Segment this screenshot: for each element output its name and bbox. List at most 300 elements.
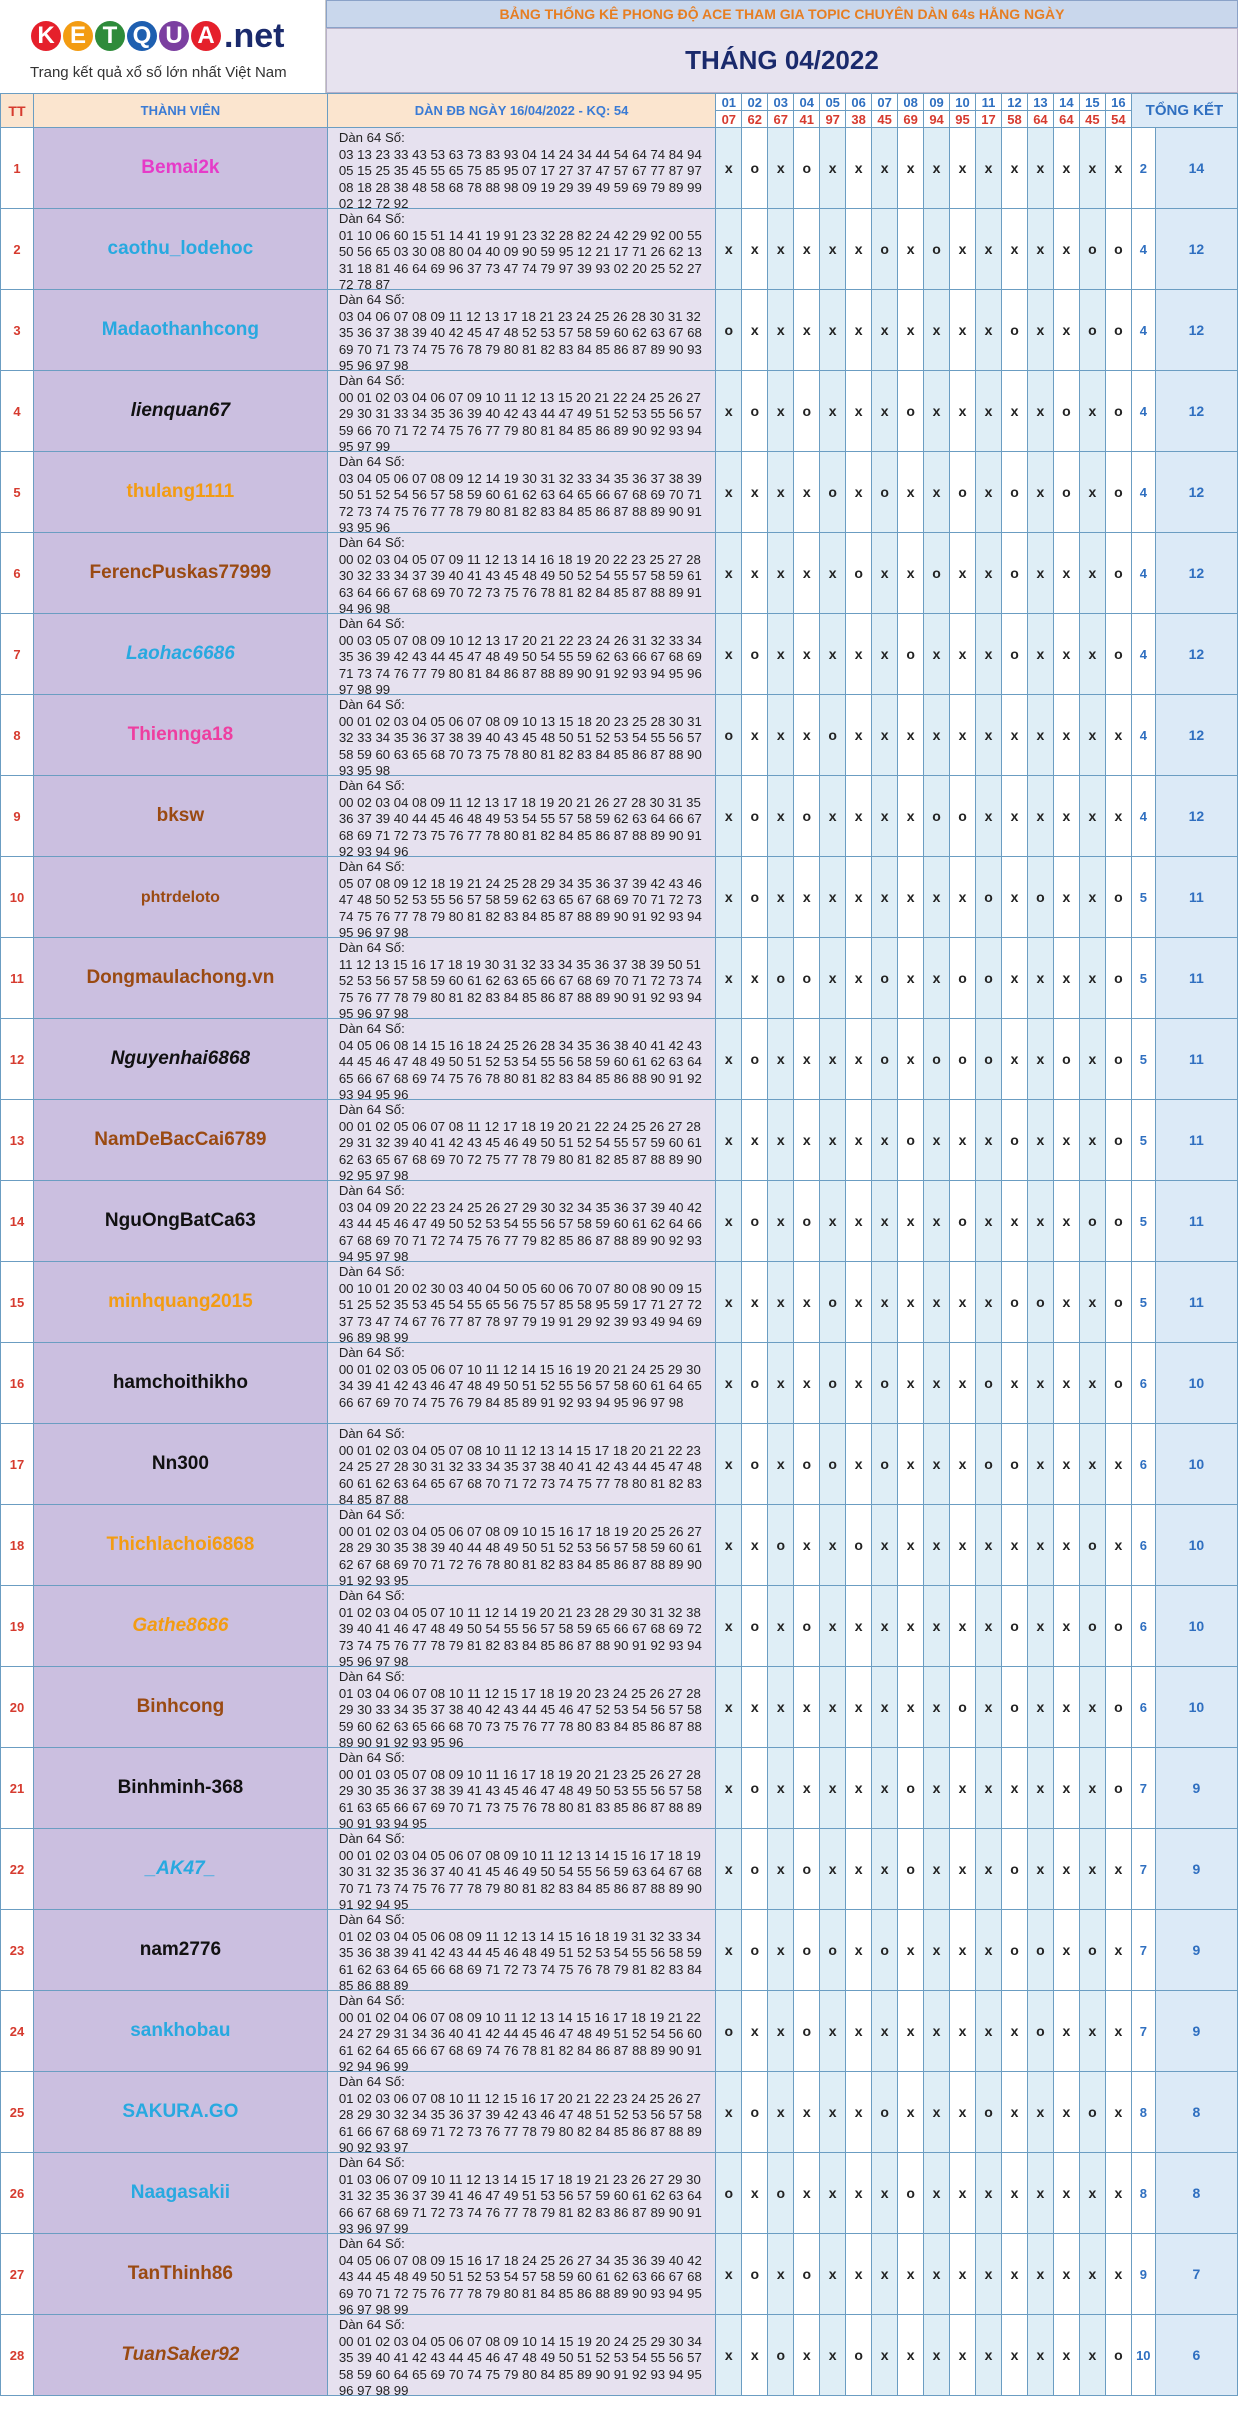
day-mark: o [1001, 1100, 1027, 1181]
day-mark: x [976, 1829, 1002, 1910]
member-name[interactable] [33, 1505, 327, 1586]
day-mark: x [820, 2072, 846, 2153]
dan-numbers [327, 128, 716, 209]
day-mark: o [872, 1019, 898, 1100]
day-mark: x [1053, 290, 1079, 371]
day-mark: o [846, 533, 872, 614]
day-mark: x [898, 128, 924, 209]
logo-letter: K [31, 21, 61, 51]
day-mark: x [794, 1262, 820, 1343]
day-mark: x [1001, 1991, 1027, 2072]
day-mark: o [820, 1262, 846, 1343]
day-mark: o [794, 1829, 820, 1910]
day-mark: o [742, 1829, 768, 1910]
header-day: 12 [1001, 94, 1027, 111]
day-mark: x [898, 1181, 924, 1262]
ketqua-logo[interactable] [0, 0, 326, 93]
hit-count: 7 [1131, 1991, 1155, 2072]
day-mark: x [898, 695, 924, 776]
member-name[interactable] [33, 1667, 327, 1748]
day-mark: x [872, 1748, 898, 1829]
header-member: THÀNH VIÊN [33, 94, 327, 128]
day-mark: x [950, 371, 976, 452]
day-mark: x [794, 1019, 820, 1100]
day-mark: o [976, 857, 1002, 938]
day-mark: x [1027, 695, 1053, 776]
day-mark: o [872, 1910, 898, 1991]
day-mark: o [742, 1019, 768, 1100]
day-mark: x [820, 1991, 846, 2072]
table-row [1, 1991, 1238, 2072]
day-mark: x [768, 695, 794, 776]
day-mark: o [742, 614, 768, 695]
day-mark: x [768, 290, 794, 371]
day-mark: x [898, 2234, 924, 2315]
day-mark: x [976, 533, 1002, 614]
day-mark: x [846, 1748, 872, 1829]
member-name-text[interactable]: Madaothanhcong [101, 319, 260, 340]
member-name[interactable] [33, 1343, 327, 1424]
day-mark: x [794, 1505, 820, 1586]
day-mark: o [1001, 1667, 1027, 1748]
header-total: TỔNG KẾT [1131, 94, 1237, 128]
day-mark: x [846, 1424, 872, 1505]
day-mark: x [1053, 1424, 1079, 1505]
day-mark: o [898, 2153, 924, 2234]
member-name[interactable] [33, 2072, 327, 2153]
dan-numbers [327, 1505, 716, 1586]
day-mark: x [872, 1667, 898, 1748]
day-mark: x [976, 1181, 1002, 1262]
member-name-text[interactable]: phtrdeloto [140, 889, 220, 906]
day-mark: x [872, 776, 898, 857]
row-index: 24 [1, 1991, 34, 2072]
member-name-text[interactable]: minhquang2015 [108, 1291, 253, 1312]
day-mark: x [846, 128, 872, 209]
day-mark: x [1053, 2153, 1079, 2234]
day-mark: x [1001, 2234, 1027, 2315]
member-name[interactable] [33, 938, 327, 1019]
dan-numbers [327, 371, 716, 452]
day-mark: x [924, 1100, 950, 1181]
day-mark: x [1027, 1829, 1053, 1910]
day-mark: o [1105, 1100, 1131, 1181]
day-mark: o [794, 128, 820, 209]
day-mark: x [716, 1748, 742, 1829]
hit-count: 4 [1131, 614, 1155, 695]
header-day: 08 [898, 94, 924, 111]
total-score: 10 [1155, 1343, 1237, 1424]
header-result: 38 [846, 111, 872, 128]
day-mark: x [1027, 209, 1053, 290]
total-score: 7 [1155, 2234, 1237, 2315]
table-row [1, 1910, 1238, 1991]
day-mark: x [950, 1748, 976, 1829]
row-index: 18 [1, 1505, 34, 1586]
day-mark: x [898, 533, 924, 614]
hit-count: 7 [1131, 1748, 1155, 1829]
day-mark: x [742, 209, 768, 290]
member-name-text[interactable]: Thiennga18 [127, 724, 234, 745]
day-mark: x [1079, 614, 1105, 695]
dan-numbers-text: Dàn 64 Số: 00 01 02 03 04 05 07 08 10 11 12 13 14 15 17 18 20 21 22 23 24 25 27 28 30 31 32 33 34 35 37 38 40 41 42 43 44 45 47 48 60 61 62 63 64 65 67 68 70 71 72 73 74 75 77 78 80 81 82 83 84 85 87 88 [338, 1426, 702, 1504]
member-name[interactable] [33, 776, 327, 857]
member-name-text[interactable]: NamDeBacCai6789 [94, 1129, 267, 1150]
day-mark: x [820, 2234, 846, 2315]
day-mark: o [1001, 533, 1027, 614]
day-mark: o [820, 1343, 846, 1424]
day-mark: x [976, 1910, 1002, 1991]
member-name[interactable] [33, 1181, 327, 1262]
member-name-text[interactable]: bksw [156, 805, 205, 826]
day-mark: x [716, 776, 742, 857]
day-mark: x [1079, 128, 1105, 209]
day-mark: o [950, 1667, 976, 1748]
row-index: 8 [1, 695, 34, 776]
day-mark: x [716, 1181, 742, 1262]
day-mark: o [950, 938, 976, 1019]
member-name[interactable] [33, 1910, 327, 1991]
day-mark: x [1027, 128, 1053, 209]
day-mark: x [716, 1910, 742, 1991]
day-mark: x [1027, 452, 1053, 533]
dan-numbers [327, 1100, 716, 1181]
day-mark: x [1027, 1505, 1053, 1586]
day-mark: o [794, 1586, 820, 1667]
day-mark: x [794, 2072, 820, 2153]
member-name-text[interactable]: _AK47_ [145, 1858, 216, 1879]
day-mark: o [742, 1343, 768, 1424]
day-mark: x [950, 1262, 976, 1343]
table-row [1, 1667, 1238, 1748]
dan-numbers [327, 1262, 716, 1343]
row-index: 27 [1, 2234, 34, 2315]
member-name[interactable] [33, 209, 327, 290]
day-mark: x [898, 290, 924, 371]
member-name-text[interactable]: TuanSaker92 [121, 2344, 240, 2365]
day-mark: o [1001, 1829, 1027, 1910]
day-mark: x [742, 290, 768, 371]
header-dan: DÀN ĐB NGÀY 16/04/2022 - KQ: 54 [327, 94, 716, 128]
day-mark: o [950, 452, 976, 533]
member-name-text[interactable]: Binhcong [136, 1696, 225, 1717]
day-mark: x [794, 1748, 820, 1829]
day-mark: x [1053, 1586, 1079, 1667]
table-row [1, 1505, 1238, 1586]
member-name[interactable] [33, 1829, 327, 1910]
member-name[interactable] [33, 1019, 327, 1100]
member-name[interactable] [33, 2315, 327, 2396]
day-mark: x [1027, 614, 1053, 695]
member-name[interactable] [33, 1748, 327, 1829]
day-mark: x [898, 1343, 924, 1424]
day-mark: x [820, 371, 846, 452]
row-index: 25 [1, 2072, 34, 2153]
day-mark: x [1027, 290, 1053, 371]
dan-numbers [327, 533, 716, 614]
day-mark: x [924, 1586, 950, 1667]
member-name[interactable] [33, 695, 327, 776]
dan-numbers-text: Dàn 64 Số: 00 01 02 03 04 05 06 07 08 09 10 13 15 18 20 23 25 28 30 31 32 33 34 35 36 37 38 39 40 43 45 48 50 51 52 53 54 55 56 57 58 59 60 63 65 68 70 73 75 78 80 81 82 83 84 85 86 87 88 90 93 95 98 [338, 697, 702, 775]
day-mark: x [1027, 938, 1053, 1019]
day-mark: o [1105, 290, 1131, 371]
day-mark: x [924, 1424, 950, 1505]
total-score: 9 [1155, 1991, 1237, 2072]
member-name-text[interactable]: Naagasakii [130, 2182, 231, 2203]
day-mark: x [716, 1262, 742, 1343]
member-name[interactable] [33, 452, 327, 533]
day-mark: x [768, 2072, 794, 2153]
header-result: 07 [716, 111, 742, 128]
day-mark: x [1053, 857, 1079, 938]
member-name[interactable] [33, 1100, 327, 1181]
day-mark: x [742, 1667, 768, 1748]
table-row [1, 452, 1238, 533]
member-name[interactable] [33, 371, 327, 452]
day-mark: x [1079, 2234, 1105, 2315]
day-mark: x [1001, 2315, 1027, 2396]
member-name[interactable] [33, 1424, 327, 1505]
dan-numbers-text: Dàn 64 Số: 00 01 02 04 06 07 08 09 10 11 12 13 14 15 16 17 18 19 21 22 24 27 29 31 34 36 40 41 42 44 45 46 47 48 49 51 52 54 56 60 61 62 64 65 66 67 68 69 74 76 78 81 82 84 86 87 88 89 90 91 92 94 96 99 [338, 1993, 702, 2071]
row-index: 14 [1, 1181, 34, 1262]
logo-letter: U [159, 21, 189, 51]
day-mark: o [1001, 1262, 1027, 1343]
total-score: 11 [1155, 857, 1237, 938]
member-name-text[interactable]: Laohac6686 [125, 643, 235, 664]
member-name-text[interactable]: Gathe8686 [132, 1615, 229, 1636]
day-mark: x [1001, 1019, 1027, 1100]
day-mark: x [1053, 209, 1079, 290]
day-mark: x [716, 2234, 742, 2315]
table-row [1, 2315, 1238, 2396]
dan-numbers [327, 938, 716, 1019]
dan-numbers [327, 1424, 716, 1505]
member-name[interactable] [33, 857, 327, 938]
member-name-text[interactable]: thulang1111 [126, 481, 235, 502]
day-mark: x [976, 371, 1002, 452]
day-mark: x [846, 1991, 872, 2072]
member-name-text[interactable]: nam2776 [139, 1939, 222, 1960]
member-name[interactable] [33, 1586, 327, 1667]
header-day: 01 [716, 94, 742, 111]
row-index: 22 [1, 1829, 34, 1910]
dan-numbers [327, 290, 716, 371]
hit-count: 4 [1131, 371, 1155, 452]
member-name[interactable] [33, 2153, 327, 2234]
table-row [1, 2153, 1238, 2234]
day-mark: x [976, 128, 1002, 209]
day-mark: x [768, 614, 794, 695]
day-mark: x [742, 1262, 768, 1343]
row-index: 20 [1, 1667, 34, 1748]
day-mark: x [976, 1991, 1002, 2072]
day-mark: o [742, 2234, 768, 2315]
day-mark: x [1079, 1262, 1105, 1343]
day-mark: o [1105, 2315, 1131, 2396]
member-name[interactable] [33, 290, 327, 371]
row-index: 15 [1, 1262, 34, 1343]
day-mark: o [1105, 614, 1131, 695]
day-mark: x [742, 1991, 768, 2072]
day-mark: x [1027, 1748, 1053, 1829]
day-mark: x [768, 1424, 794, 1505]
day-mark: o [742, 776, 768, 857]
member-name-text[interactable]: Nn300 [151, 1453, 209, 1474]
day-mark: x [742, 938, 768, 1019]
member-name-text[interactable]: Nguyenhai6868 [110, 1048, 251, 1069]
member-name-text[interactable]: Thichlachoi6868 [106, 1534, 255, 1555]
member-name-text[interactable]: TanThinh86 [127, 2263, 233, 2284]
day-mark: o [1001, 290, 1027, 371]
day-mark: x [846, 857, 872, 938]
header-result: 45 [1079, 111, 1105, 128]
day-mark: o [742, 2072, 768, 2153]
page-title: THÁNG 04/2022 [326, 28, 1238, 93]
day-mark: x [820, 1667, 846, 1748]
day-mark: x [846, 2072, 872, 2153]
header-day: 15 [1079, 94, 1105, 111]
table-row [1, 614, 1238, 695]
table-row [1, 1748, 1238, 1829]
day-mark: x [1105, 776, 1131, 857]
day-mark: x [820, 1100, 846, 1181]
header-result: 58 [1001, 111, 1027, 128]
day-mark: o [898, 1829, 924, 1910]
member-name-text[interactable]: NguOngBatCa63 [104, 1210, 256, 1231]
day-mark: x [846, 209, 872, 290]
day-mark: x [794, 2315, 820, 2396]
member-name-text[interactable]: Bemai2k [141, 157, 220, 178]
day-mark: x [794, 533, 820, 614]
day-mark: x [1027, 1019, 1053, 1100]
day-mark: x [716, 209, 742, 290]
day-mark: o [1105, 1019, 1131, 1100]
hit-count: 5 [1131, 1019, 1155, 1100]
member-name-text[interactable]: SAKURA.GO [122, 2101, 239, 2122]
row-index: 16 [1, 1343, 34, 1424]
day-mark: x [1105, 1424, 1131, 1505]
member-name[interactable] [33, 128, 327, 209]
day-mark: x [1053, 128, 1079, 209]
day-mark: x [872, 1100, 898, 1181]
total-score: 14 [1155, 128, 1237, 209]
table-row [1, 1424, 1238, 1505]
day-mark: x [950, 1100, 976, 1181]
day-mark: x [898, 2072, 924, 2153]
day-mark: x [924, 371, 950, 452]
day-mark: x [1001, 938, 1027, 1019]
day-mark: x [950, 1343, 976, 1424]
day-mark: x [1105, 2234, 1131, 2315]
dan-numbers [327, 1829, 716, 1910]
day-mark: o [950, 1181, 976, 1262]
day-mark: x [924, 695, 950, 776]
member-name[interactable] [33, 533, 327, 614]
dan-numbers-text: Dàn 64 Số: 03 04 06 07 08 09 11 12 13 17 18 21 23 24 25 26 28 30 31 32 35 36 37 38 39 40 42 45 47 48 52 53 57 58 59 60 62 63 67 68 69 70 71 73 74 75 76 78 79 80 81 82 83 84 85 86 87 89 90 93 95 96 97 98 [338, 292, 702, 370]
dan-numbers [327, 1343, 716, 1424]
day-mark: x [976, 2153, 1002, 2234]
day-mark: o [872, 938, 898, 1019]
day-mark: o [716, 695, 742, 776]
member-name[interactable] [33, 1262, 327, 1343]
hit-count: 7 [1131, 1910, 1155, 1991]
total-score: 9 [1155, 1829, 1237, 1910]
day-mark: x [846, 371, 872, 452]
day-mark: x [950, 1505, 976, 1586]
day-mark: x [1001, 1343, 1027, 1424]
hit-count: 4 [1131, 290, 1155, 371]
member-name-text[interactable]: lienquan67 [130, 400, 231, 421]
day-mark: o [872, 452, 898, 533]
day-mark: o [898, 1748, 924, 1829]
day-mark: x [898, 938, 924, 1019]
day-mark: x [742, 533, 768, 614]
day-mark: x [716, 1667, 742, 1748]
total-score: 10 [1155, 1505, 1237, 1586]
day-mark: x [1105, 128, 1131, 209]
hit-count: 5 [1131, 938, 1155, 1019]
day-mark: x [1053, 1262, 1079, 1343]
member-name[interactable] [33, 614, 327, 695]
day-mark: o [794, 1991, 820, 2072]
header-result: 67 [768, 111, 794, 128]
day-mark: o [794, 1424, 820, 1505]
member-name-text[interactable]: sankhobau [130, 2020, 231, 2041]
day-mark: x [924, 1505, 950, 1586]
total-score: 10 [1155, 1586, 1237, 1667]
day-mark: x [716, 1343, 742, 1424]
member-name-text[interactable]: Binhminh-368 [117, 1777, 244, 1798]
member-name-text[interactable]: hamchoithikho [112, 1372, 248, 1393]
logo-letter: T [95, 21, 125, 51]
day-mark: x [1027, 533, 1053, 614]
member-name[interactable] [33, 1991, 327, 2072]
day-mark: x [898, 857, 924, 938]
member-name-text[interactable]: FerencPuskas77999 [89, 562, 272, 583]
hit-count: 6 [1131, 1424, 1155, 1505]
day-mark: x [872, 1991, 898, 2072]
day-mark: o [820, 1910, 846, 1991]
total-score: 12 [1155, 371, 1237, 452]
day-mark: x [768, 1829, 794, 1910]
day-mark: x [950, 2234, 976, 2315]
dan-numbers-text: Dàn 64 Số: 00 01 03 05 07 08 09 10 11 16 17 18 19 20 21 23 25 26 27 28 29 30 35 36 37 38 39 41 43 45 46 47 48 49 50 53 55 56 57 58 61 63 65 66 67 69 70 71 73 75 76 78 80 81 83 85 86 87 88 89 90 91 93 94 95 [338, 1750, 702, 1828]
day-mark: o [924, 533, 950, 614]
day-mark: o [794, 1910, 820, 1991]
day-mark: x [1027, 2072, 1053, 2153]
day-mark: x [872, 533, 898, 614]
day-mark: x [1027, 1586, 1053, 1667]
header-result: 45 [872, 111, 898, 128]
row-index: 13 [1, 1100, 34, 1181]
member-name[interactable] [33, 2234, 327, 2315]
member-name-text[interactable]: Dongmaulachong.vn [86, 967, 275, 988]
day-mark: x [846, 290, 872, 371]
dan-numbers-text: Dàn 64 Số: 04 05 06 07 08 09 15 16 17 18 24 25 26 27 34 35 36 39 40 42 43 44 45 48 49 50 51 52 53 54 57 58 59 60 61 62 63 66 67 68 69 70 71 72 75 76 77 78 79 80 81 84 85 86 88 89 90 93 94 95 96 97 98 99 [338, 2236, 702, 2314]
member-name-text[interactable]: caothu_lodehoc [107, 238, 254, 259]
day-mark: o [1027, 1262, 1053, 1343]
day-mark: x [872, 857, 898, 938]
day-mark: x [1105, 1829, 1131, 1910]
day-mark: x [1001, 371, 1027, 452]
hit-count: 4 [1131, 209, 1155, 290]
day-mark: o [1105, 1748, 1131, 1829]
day-mark: x [898, 2315, 924, 2396]
day-mark: x [1001, 1181, 1027, 1262]
day-mark: o [976, 1424, 1002, 1505]
day-mark: x [1079, 857, 1105, 938]
day-mark: x [794, 1343, 820, 1424]
